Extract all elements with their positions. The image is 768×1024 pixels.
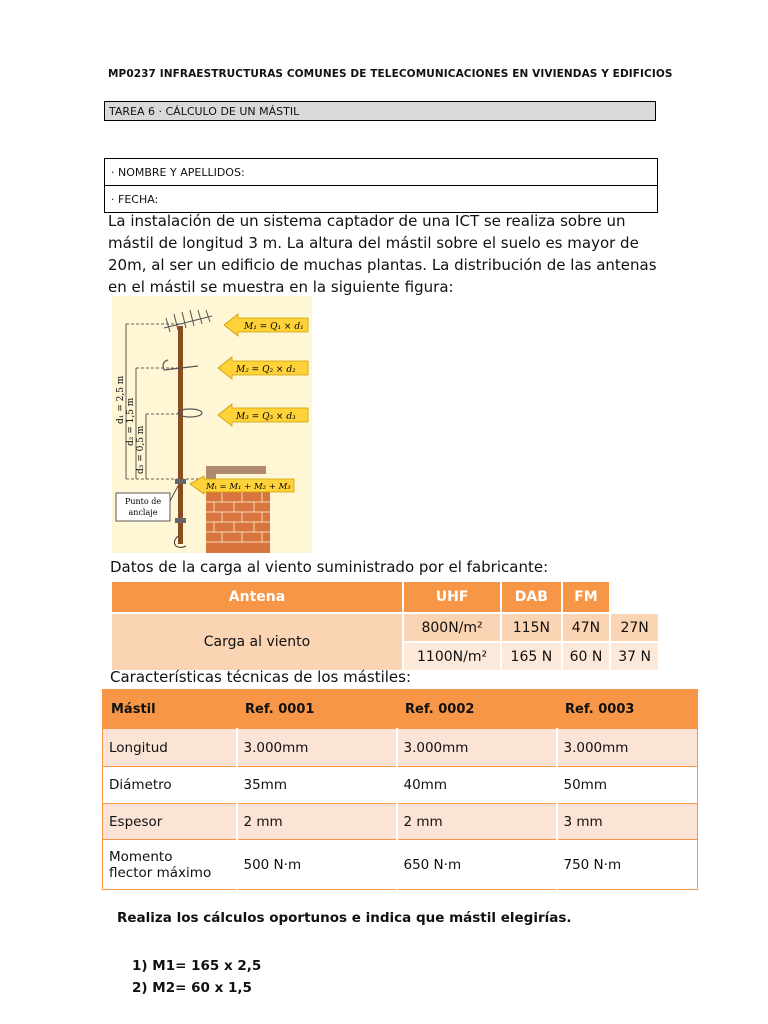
answer-item: 2) M2= 60 x 1,5 <box>132 980 252 996</box>
mast-row-label-line2: flector máximo <box>109 864 212 881</box>
wind-header-antena: Antena <box>111 581 403 613</box>
mast-caption: Características técnicas de los mástiles: <box>110 668 412 686</box>
d3-label: d₃ = 0,5 m <box>136 425 146 474</box>
mast-row-label: Longitud <box>103 729 237 767</box>
wind-header-dab: DAB <box>501 581 561 613</box>
table-row <box>103 804 698 840</box>
wind-load-table <box>110 580 660 672</box>
anchor-label-line2: anclaje <box>128 508 158 517</box>
mast-header-ref3: Ref. 0003 <box>557 690 698 729</box>
mast-header-ref1: Ref. 0001 <box>237 690 397 729</box>
answer-item: 1) M1= 165 x 2,5 <box>132 958 262 974</box>
d1-label: d₁ = 2,5 m <box>116 375 126 424</box>
mt-label: Mₜ = M₁ + M₂ + M₃ <box>206 482 291 492</box>
wind-dab-1: 47N <box>562 613 611 642</box>
mast-row-label: Espesor <box>103 804 237 840</box>
d2-label: d₂ = 1,5 m <box>126 397 136 446</box>
mast-cell: 35mm <box>237 767 397 804</box>
m2-label: M₂ = Q₂ × d₂ <box>236 365 296 375</box>
wind-fm-1: 27N <box>610 613 659 642</box>
wind-header-fm: FM <box>562 581 611 613</box>
mast-specs-table <box>102 689 698 890</box>
table-row <box>103 840 698 890</box>
wind-caption: Datos de la carga al viento suministrado por el fabricante: <box>110 558 549 576</box>
table-row <box>103 729 698 767</box>
mast-header-mastil: Mástil <box>103 690 237 729</box>
mast-cell: 3.000mm <box>557 729 698 767</box>
student-fields <box>104 158 658 213</box>
date-field-label: · FECHA: <box>105 185 657 212</box>
wind-row-label: Carga al viento <box>111 613 403 671</box>
mast-cell: 2 mm <box>397 804 557 840</box>
brick-wall <box>206 492 270 553</box>
mast-cell: 50mm <box>557 767 698 804</box>
wind-uhf-2: 165 N <box>501 642 561 671</box>
answer-list <box>132 955 261 999</box>
m3-label: M₃ = Q₃ × d₃ <box>236 412 296 422</box>
mast-cell: 3.000mm <box>237 729 397 767</box>
wind-dab-2: 60 N <box>562 642 611 671</box>
question-text: Realiza los cálculos oportunos e indica que mástil elegirías. <box>117 910 572 926</box>
course-title: MP0237 INFRAESTRUCTURAS COMUNES DE TELECOMUNICACIONES EN VIVIENDAS Y EDIFICIOS <box>108 68 673 80</box>
mast-cell: 40mm <box>397 767 557 804</box>
mast-row-label: Diámetro <box>103 767 237 804</box>
name-field-label: · NOMBRE Y APELLIDOS: <box>111 166 245 179</box>
anchor-label-line1: Punto de <box>124 497 162 506</box>
mast-row-label-line1: Momento <box>109 848 173 865</box>
mast-row-label <box>103 840 237 890</box>
mast-cell: 500 N·m <box>237 840 397 890</box>
wind-fm-2: 37 N <box>610 642 659 671</box>
mast-cell: 3 mm <box>557 804 698 840</box>
mast-cell: 3.000mm <box>397 729 557 767</box>
mast-cell: 650 N·m <box>397 840 557 890</box>
wind-uhf-1: 115N <box>501 613 561 642</box>
wind-header-uhf: UHF <box>403 581 501 613</box>
wind-pressure-1: 800N/m² <box>403 613 501 642</box>
mast-diagram <box>112 296 312 553</box>
task-title: TAREA 6 · CÁLCULO DE UN MÁSTIL <box>104 101 656 121</box>
table-row <box>103 767 698 804</box>
intro-paragraph: La instalación de un sistema captador de una ICT se realiza sobre un mástil de longitud 3 m. La altura del mástil sobre el suelo es mayor de 20m, al ser un edificio de muchas plantas. La distribución de las antenas en el mástil se muestra en la siguiente figura: <box>108 212 657 296</box>
mast-cell: 2 mm <box>237 804 397 840</box>
wind-pressure-2: 1100N/m² <box>403 642 501 671</box>
mast-figure <box>112 296 312 553</box>
mast-cell: 750 N·m <box>557 840 698 890</box>
m1-label: M₁ = Q₁ × d₁ <box>244 322 304 332</box>
mast-header-ref2: Ref. 0002 <box>397 690 557 729</box>
